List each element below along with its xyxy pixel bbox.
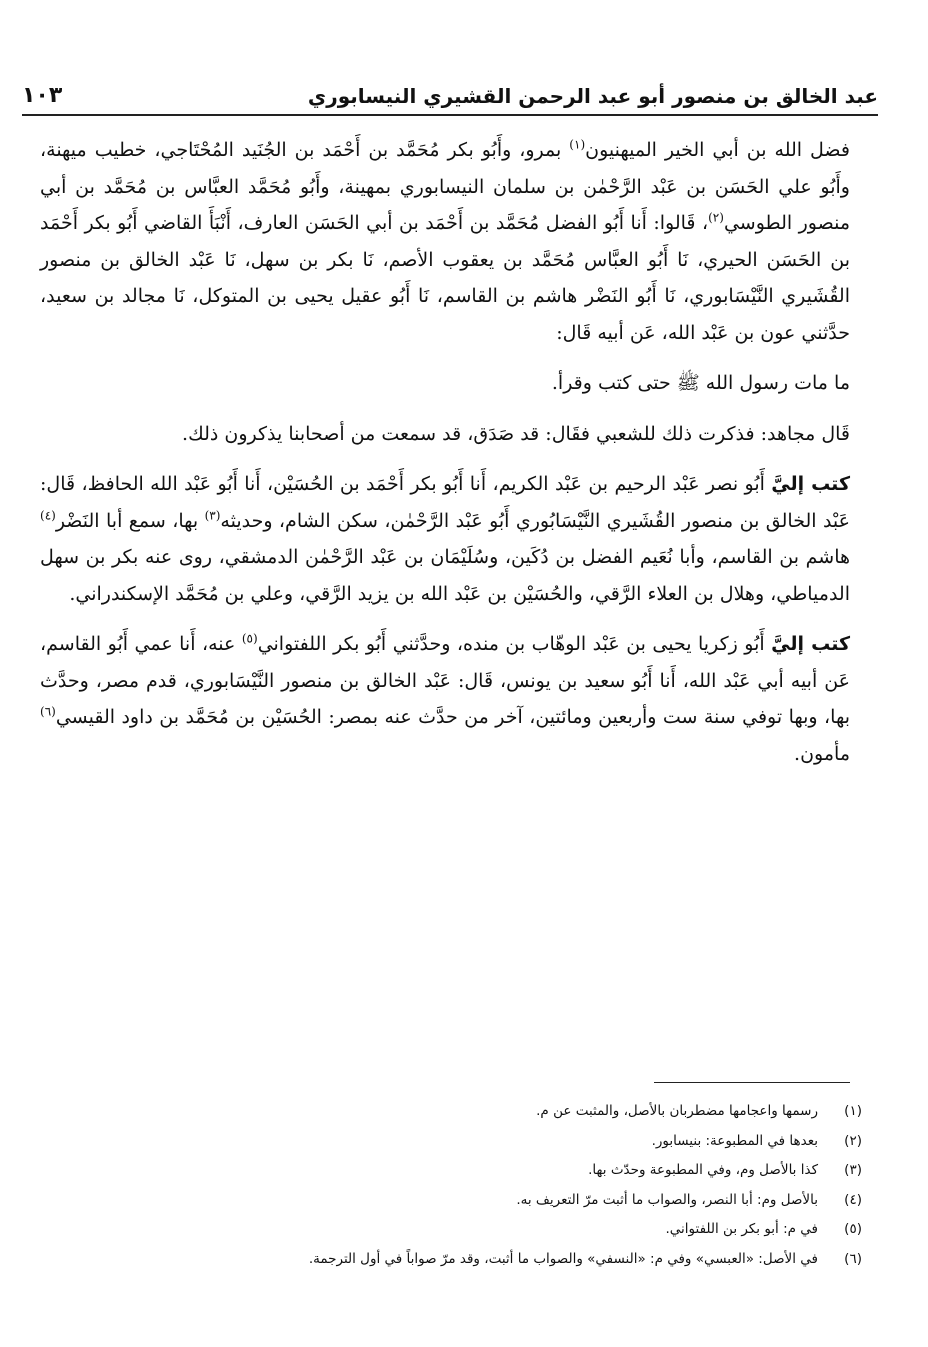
text-run: ، قَالوا: أَنا أَبُو الفضل مُحَمَّد بن أَحْمَد بن أبي الحَسَن العارف، أَنْبَأَ القاضي أَبُو بكر أَحْمَد بن الحَسَن الحيري، نَا أَبُو العبَّاس مُحَمَّد بن يعقوب الأصم، نَا بكر بن سهل، نَا عَبْد الخالق بن منصور القُشَيري النَّيْسَابوري، نَا أَبُو النَضْر هاشم بن القاسم، نَا أَبُو عقيل يحيى بن المتوكل، نَا مجالد بن سعيد، حدَّثني عون بن عَبْد الله، عَن أبيه قَال: — [40, 212, 850, 344]
hadith-quote: ما مات رسول الله ﷺ حتى كتب وقرأ. — [551, 372, 850, 394]
page-header — [22, 70, 878, 116]
paragraph-bayhaqi-report — [40, 466, 850, 612]
footnote — [40, 1215, 862, 1245]
footnote-number: (٥) — [844, 1221, 862, 1237]
text-run: أَبُو زكريا يحيى بن عَبْد الوهّاب بن منده، وحدَّثني أَبُو بكر اللفتواني — [257, 633, 772, 655]
footnote-text: رسمها واعجامها مضطربان بالأصل، والمثبت عن م. — [536, 1103, 818, 1119]
footnote-text: بالأصل وم: أبا النصر، والصواب ما أثبت مرّ التعريف به. — [516, 1191, 818, 1208]
footnote-marker-3: (٣) — [204, 508, 221, 523]
main-text — [40, 132, 850, 772]
footnote-number: (٣) — [844, 1162, 862, 1178]
footnote-text: كذا بالأصل وم، وفي المطبوعة وحدّث بها. — [588, 1162, 818, 1178]
paragraph-isnad-1 — [40, 132, 850, 351]
footnote — [40, 1097, 862, 1127]
footnote — [40, 1127, 862, 1157]
footnote-separator — [654, 1082, 850, 1083]
footnote — [40, 1245, 862, 1275]
footnote — [40, 1156, 862, 1186]
footnote-number: (١) — [844, 1103, 862, 1119]
footnote-marker-4: (٤) — [40, 508, 56, 523]
paragraph-lead: كتب إليَّ — [771, 633, 850, 655]
text-run: أَبُو نصر عَبْد الرحيم بن عَبْد الكريم، أَنا أَبُو بكر أَحْمَد بن الحُسَيْن، أَنا أَبُو عَبْد الله الحافظ، قَال: عَبْد الخالق بن منصور القُشَيري النَّيْسَابُوري أَبُو عَبْد الرَّحْمٰن، سكن الشام، وحديثه — [40, 473, 850, 532]
footnote-marker-2: (٢) — [708, 210, 724, 225]
footnote-marker-1: (١) — [569, 137, 586, 152]
footnote-text: في الأصل: «العبسي» وفي م: «النسفي» والصواب ما أثبت، وقد مرّ صواباً في أول الترجمة. — [308, 1250, 818, 1267]
footnote-text: في م: أبو بكر بن اللفتواني. — [665, 1221, 818, 1237]
footnotes — [40, 1097, 862, 1274]
text-run: فضل الله بن أبي الخير الميهنيون — [585, 139, 850, 161]
text-run: بها، سمع أبا النَضْر — [55, 509, 205, 532]
footnote-number: (٢) — [844, 1132, 862, 1149]
footnote-marker-6: (٦) — [40, 704, 56, 719]
footnote — [40, 1186, 862, 1216]
text-run: مأمون. — [794, 742, 850, 765]
footnote-text: بعدها في المطبوعة: بنيسابور. — [651, 1132, 818, 1149]
text-run: بمرو، وأَبُو بكر مُحَمَّد بن أَحْمَد بن الجُنَيد المُحْتَاجي، خطيب ميهنة، وأَبُو علي الحَسَن بن عَبْد الرَّحْمٰن بن سلمان النيسابوري بمهينة، وأَبُو مُحَمَّد العبَّاس بن مُحَمَّد بن أبي منصور الطوسي — [40, 139, 850, 234]
page-number: ١٠٣ — [22, 83, 63, 108]
running-title: عبد الخالق بن منصور أبو عبد الرحمن القشيري النيسابوري — [307, 84, 878, 108]
text-run: عنه، أَنا عمي أَبُو القاسم، عَن أبيه أبي عَبْد الله، أَنا أَبُو سعيد بن يونس، قَال: عَبْد الخالق بن منصور النَّيْسَابوري، قدم مصر، وحدَّث بها، وبها توفي سنة ست وأربعين ومائتين، آخر من حدَّث عنه بمصر: الحُسَيْن بن مُحَمَّد بن داود القيسي — [40, 633, 850, 728]
footnote-number: (٤) — [844, 1191, 862, 1208]
paragraph-mujahid: قَال مجاهد: فذكرت ذلك للشعبي فقَال: قد صَدَق، قد سمعت من أصحابنا يذكرون ذلك. — [182, 422, 850, 445]
text-run: هاشم بن القاسم، وأبا نُعَيم الفضل بن دُكَين، وسُلَيْمَان بن عَبْد الرَّحْمٰن الدمشقي، روى عنه بكر بن سهل الدمياطي، وهلال بن العلاء الرَّقي، والحُسَيْن بن عَبْد الله بن يزيد الرَّقي، وعلي بن مُحَمَّد الإسكندراني. — [40, 546, 850, 605]
footnote-marker-5: (٥) — [241, 631, 258, 646]
paragraph-lead: كتب إليَّ — [771, 473, 850, 495]
footnote-number: (٦) — [844, 1250, 862, 1267]
paragraph-ibn-yunus-report — [40, 626, 850, 772]
